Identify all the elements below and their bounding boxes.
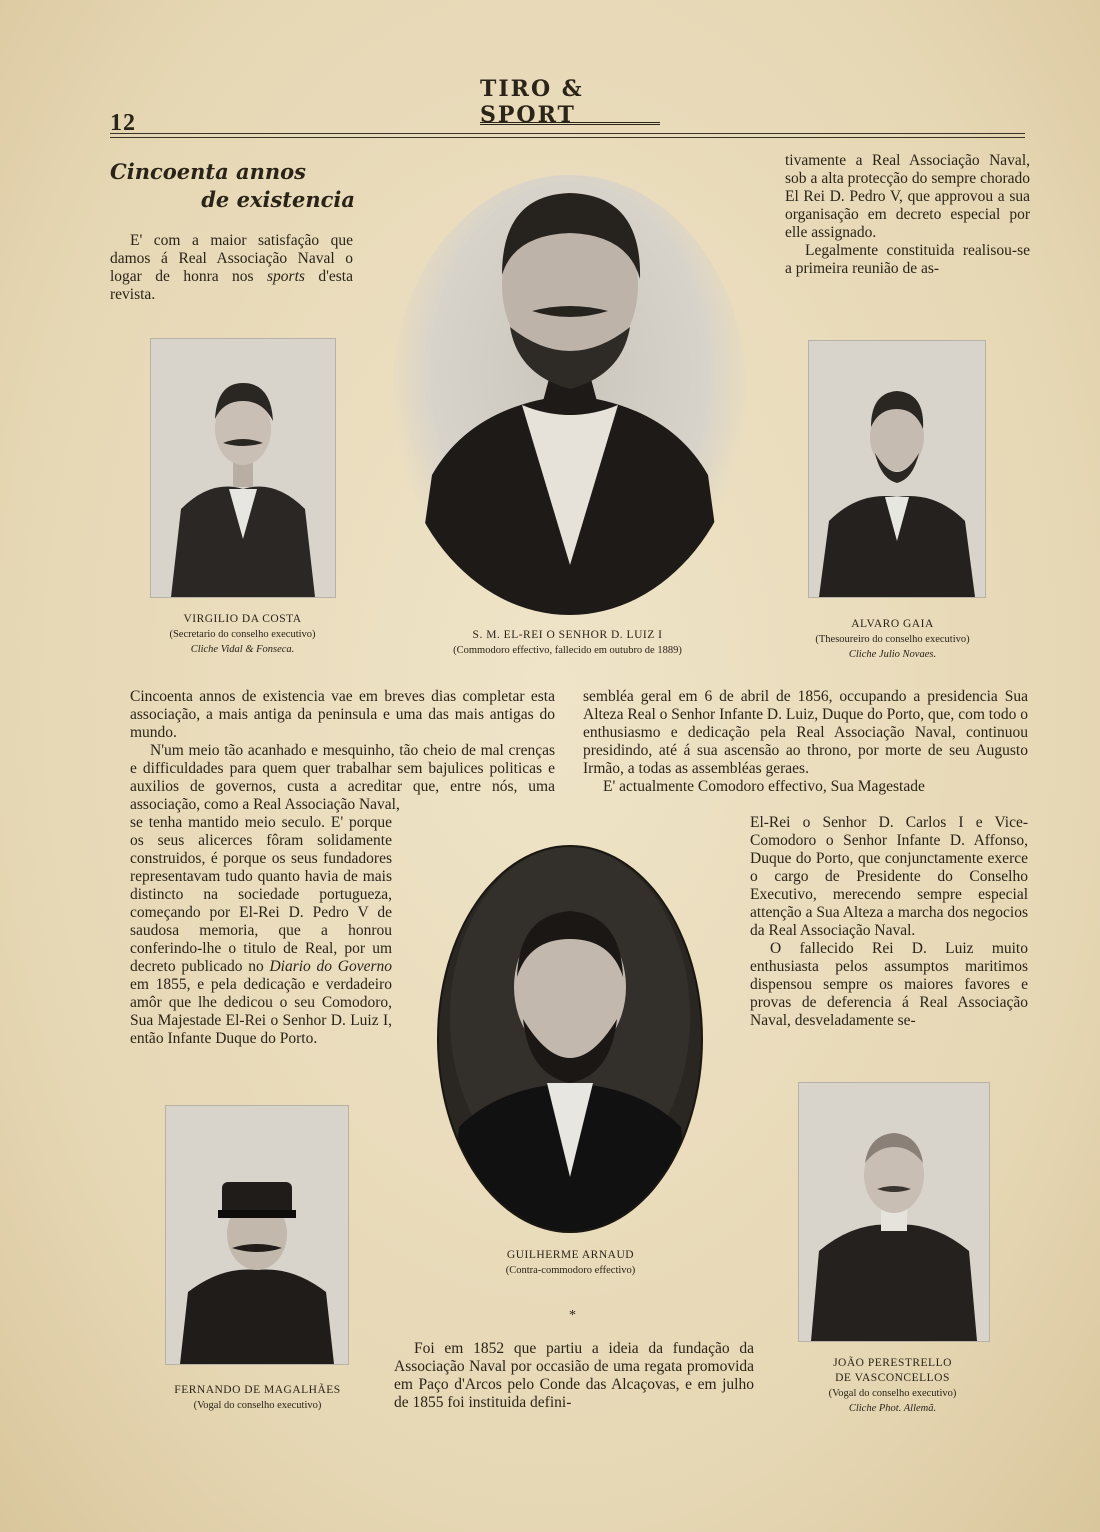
masthead-logo: TIRO & SPORT [480,82,660,125]
caption-name-line-1: JOÃO PERESTRELLO [833,1357,952,1369]
page-number: 12 [110,110,136,136]
caption-arnaud [478,1248,663,1278]
intro-italic: sports [267,268,305,285]
col2b-paragraph-2-rest: El-Rei o Senhor D. Carlos I e Vice-Comodoro o Senhor Infante D. Affonso, Duque do Porto, que conjunctamente exerce o cargo de Presidente do Conselho Executivo, merecendo sempre especial attenção a Sua Alteza a marcha dos negocios da Real Associação Naval. [750,814,1028,939]
caption-role: (Contra-commodoro effectivo) [505,1265,636,1276]
caption-joao [790,1356,995,1416]
col2b-paragraph-3: O fallecido Rei D. Luiz muito enthusiasta pelos assumptos maritimos dispensou sempre os maiores favores e provas de deferencia á Real Associação Naval, desveladamente se- [750,940,1028,1029]
caption-alvaro [790,617,995,662]
caption-name: GUILHERME ARNAUD [506,1249,635,1261]
portrait-king-luiz [392,175,747,615]
col1b-text-end: em 1855, e pela dedicação e verdadeiro amôr que lhe dedicou o seu Comodoro, Sua Majestade El-Rei o Senhor D. Luiz I, então Infante Duque do Porto. [130,976,392,1047]
caption-credit: Cliche Vidal & Fonseca. [190,644,295,655]
portrait-figure-icon [166,1106,348,1364]
col1-paragraph-2: N'um meio tão acanhado e mesquinho, tão cheio de mal crenças e difficuldades para quem quer trabalhar sem bajulices politicas e auxilios de governos, custa a acreditar que, entre nós, uma associação, como a Real Associação Naval, [130,742,555,813]
caption-name: ALVARO GAIA [851,618,934,630]
column-left-top [130,688,555,814]
portrait-alvaro-gaia [808,340,986,598]
title-line-2: de existencia [201,187,355,212]
top-right-paragraph-2: Legalmente constituida realisou-se a primeira reunião de as- [785,242,1030,277]
intro-text-end: d'esta revista. [110,268,353,303]
section-separator: * [569,1308,576,1323]
intro-paragraph [110,232,353,304]
caption-role: (Commodoro effectivo, fallecido em outubro de 1889) [453,645,682,656]
portrait-figure-icon [151,339,335,597]
article-title [110,158,355,214]
col1-paragraph-1: Cincoenta annos de existencia vae em breves dias completar esta associação, a mais antiga da peninsula e uma das mais antigas do mundo. [130,688,555,741]
column-right-top [583,688,1028,796]
portrait-figure-icon [809,341,985,597]
header-rule [110,133,1025,134]
column-left-bottom [130,814,392,1048]
title-line-1: Cincoenta annos [110,159,306,184]
caption-virgilio [140,612,345,657]
col1b-italic: Diario do Governo [269,958,393,975]
col2-paragraph-2-start: E' actualmente Comodoro effectivo, Sua Magestade [603,778,925,795]
caption-fernando [150,1383,365,1413]
col2-paragraph-1: sembléa geral em 6 de abril de 1856, occupando a presidencia Sua Alteza Real o Senhor Infante D. Luiz, Duque do Porto, que, com todo o enthusiasmo e dedicação pela Real Associação Naval, continuou presidindo, até á sua ascensão ao throno, por morte de seu Augusto Irmão, a todas as assembléas geraes. [583,688,1028,777]
portrait-figure-icon [799,1083,989,1341]
caption-king [425,628,710,658]
caption-role: (Thesoureiro do conselho executivo) [815,634,970,645]
portrait-guilherme-arnaud [437,845,703,1233]
caption-role: (Vogal do conselho executivo) [193,1400,322,1411]
caption-name: FERNANDO DE MAGALHÃES [174,1384,341,1396]
intro-text: E' com a maior satisfação que damos á Real Associação Naval o logar de honra nos [110,232,353,285]
portrait-virgilio-da-costa [150,338,336,598]
caption-name: VIRGILIO DA COSTA [183,613,302,625]
caption-name-line-2: DE VASCONCELLOS [835,1372,950,1384]
caption-credit: Cliche Phot. Allemã. [848,1403,937,1414]
col1b-text: se tenha mantido meio seculo. E' porque os seus alicerces fôram solidamente construidos, é porque os seus fundadores representavam tudo quanto havia de mais distincto na sociedade portugueza, começando por El-Rei D. Pedro V de saudosa memoria, que a honrou conferindo-lhe o titulo de Real, por um decreto publicado no [130,814,392,975]
top-right-paragraph-1: tivamente a Real Associação Naval, sob a alta protecção do sempre chorado El Rei D. Pedro V, que approvou a sua organisação em decreto especial por elle assignado. [785,152,1030,241]
bottom-paragraph-text: Foi em 1852 que partiu a ideia da fundação da Associação Naval por occasião de uma regata promovida em Paço d'Arcos pelo Conde das Alcaçovas, e em julho de 1855 foi instituida defini- [394,1340,754,1411]
portrait-joao-perestrello [798,1082,990,1342]
portrait-figure-icon [439,847,701,1231]
column-right-bottom [750,814,1028,1030]
header-rule-lower [110,137,1025,138]
caption-name: S. M. EL-REI O SENHOR D. LUIZ I [472,629,663,641]
bottom-paragraph [394,1340,754,1412]
caption-credit: Cliche Julio Novaes. [848,649,937,660]
top-right-text [785,152,1030,278]
portrait-fernando-de-magalhaes [165,1105,349,1365]
caption-role: (Secretario do conselho executivo) [169,629,316,640]
portrait-king-figure-icon [392,175,747,615]
caption-role: (Vogal do conselho executivo) [828,1388,957,1399]
